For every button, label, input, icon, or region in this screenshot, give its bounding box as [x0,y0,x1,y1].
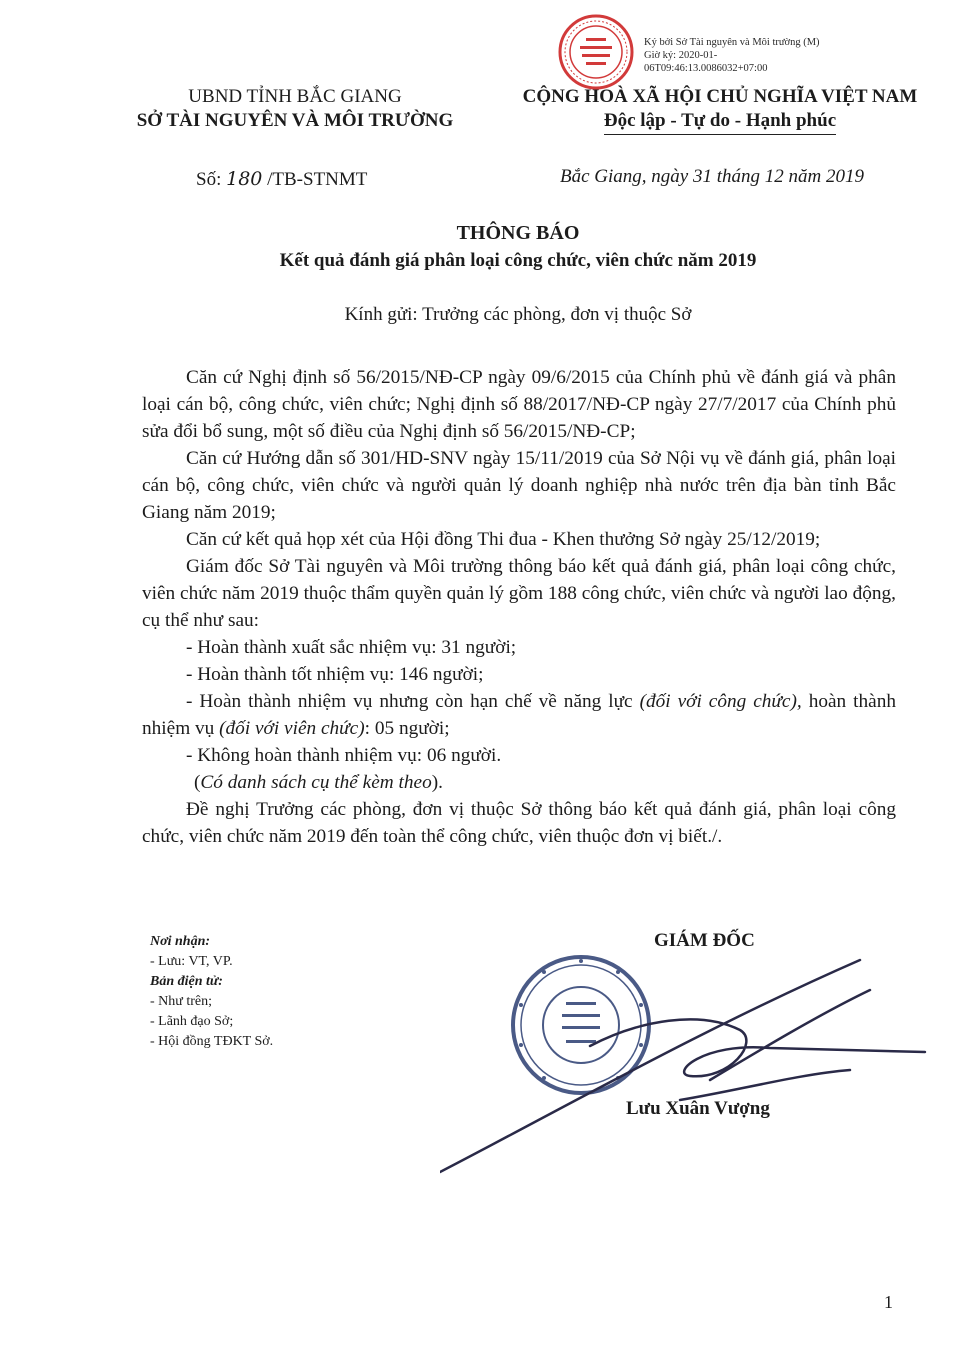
result-item: - Hoàn thành xuất sắc nhiệm vụ: 31 người; [186,637,517,658]
result-item-text: hoàn thành nhiệm vụ [142,691,896,739]
body-paragraph: Căn cứ Hướng dẫn số 301/HD-SNV ngày 15/11/2019 của Sở Nội vụ về đánh giá, phân loại cán bộ, công chức, viên chức và người quản lý doanh nghiệp nhà nước trên địa bàn tỉnh Bắc Giang năm 2019; [142,448,896,523]
doc-number-suffix: /TB-STNMT [267,169,368,190]
attachment-note-text: Có danh sách cụ thể kèm theo [200,772,432,793]
result-item-note: (đối với công chức), [639,691,802,712]
body-paragraph: Giám đốc Sở Tài nguyên và Môi trường thông báo kết quả đánh giá, phân loại công chức, viên chức năm 2019 thuộc thẩm quyền quản lý gồm 188 công chức, viên chức và người lao động, cụ thể như sau: [142,556,896,631]
recipients-block [150,932,273,1052]
recipient-item: - Lưu: VT, VP. [150,954,233,969]
digital-signature-line: 06T09:46:13.0086032+07:00 [644,63,768,74]
recipients-label: Nơi nhận: [150,934,211,949]
recipient-item: - Lãnh đạo Sở; [150,1014,234,1029]
page-number: 1 [884,1292,893,1312]
issuing-agency [100,86,490,132]
recipient-item: - Hội đồng TĐKT Sở. [150,1034,274,1049]
signer-position: GIÁM ĐỐC [654,930,755,951]
body-paragraph: Đề nghị Trưởng các phòng, đơn vị thuộc Sở thông báo kết quả đánh giá, phân loại công chức, viên chức năm 2019 đến toàn thể công chức, viên thuộc đơn vị biết./. [142,799,896,847]
result-item [142,688,896,742]
signer-name: Lưu Xuân Vượng [626,1098,770,1119]
recipient-line: Kính gửi: Trưởng các phòng, đơn vị thuộc Sở [344,304,692,325]
result-item: - Hoàn thành tốt nhiệm vụ: 146 người; [186,664,484,685]
agency-name: SỞ TÀI NGUYÊN VÀ MÔI TRƯỜNG [136,110,454,131]
body-paragraph: Căn cứ kết quả họp xét của Hội đồng Thi đua - Khen thưởng Sở ngày 25/12/2019; [186,529,821,550]
document-number [196,168,367,191]
document-title: THÔNG BÁO [456,222,580,244]
digital-signature-line: Ký bởi Sở Tài nguyên và Môi trường (M) [644,37,820,48]
result-item-note: (đối với viên chức) [219,718,365,739]
document-body [142,364,896,850]
body-paragraph: Căn cứ Nghị định số 56/2015/NĐ-CP ngày 09/6/2015 của Chính phủ về đánh giá và phân loại cán bộ, công chức, viên chức; Nghị định số 88/2017/NĐ-CP ngày 27/7/2017 của Chính phủ sửa đổi bổ sung, một số điều của Nghị định số 56/2015/NĐ-CP; [142,367,896,442]
doc-number-prefix: Số: [196,169,222,190]
result-item-text: - Hoàn thành nhiệm vụ nhưng còn hạn chế về năng lực [186,691,640,712]
note-paren: ). [431,772,443,793]
digital-signature-info [644,36,820,75]
digital-signature-line: Giờ ký: 2020-01- [644,50,718,61]
national-motto [490,86,950,135]
recipient-item: - Như trên; [150,994,213,1009]
motto: Độc lập - Tự do - Hạnh phúc [604,110,836,135]
attachment-note [142,769,896,796]
electronic-label: Bản điện tử: [150,974,223,989]
handwritten-signature [440,950,930,1180]
note-paren: ( [194,772,201,793]
doc-number-value: 180 [226,168,263,190]
country-name: CỘNG HOÀ XÃ HỘI CHỦ NGHĨA VIỆT NAM [522,86,918,107]
digital-signature-stamp [556,12,636,92]
result-item: - Không hoàn thành nhiệm vụ: 06 người. [186,745,502,766]
place-date: Bắc Giang, ngày 31 tháng 12 năm 2019 [560,166,864,187]
agency-parent: UBND TỈNH BẮC GIANG [188,86,402,107]
document-subtitle: Kết quả đánh giá phân loại công chức, viên chức năm 2019 [279,250,757,271]
result-item-text: : 05 người; [364,718,450,739]
